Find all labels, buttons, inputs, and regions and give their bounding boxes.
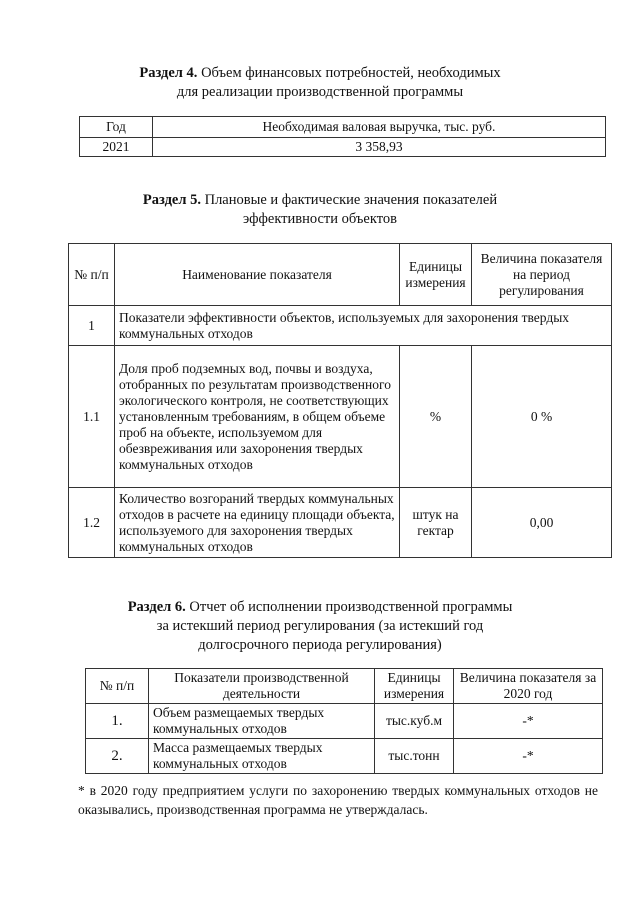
cell: % xyxy=(400,346,472,488)
table-row xyxy=(86,704,603,739)
section5-title xyxy=(0,191,640,229)
header-cell: Величина показателя на период регулирования xyxy=(472,244,612,306)
section-label: Раздел 5. xyxy=(142,192,201,208)
table-row xyxy=(80,138,606,157)
cell: Объем размещаемых твердых коммунальных отходов xyxy=(149,704,375,739)
cell: штук на гектар xyxy=(400,488,472,558)
cell: -* xyxy=(454,739,603,774)
table-header-row xyxy=(86,669,603,704)
cell: -* xyxy=(454,704,603,739)
title-line: эффективности объектов xyxy=(243,211,397,227)
table-group-row xyxy=(69,306,612,346)
header-cell: Год xyxy=(80,117,153,138)
cell: 1. xyxy=(86,704,149,739)
section-label: Раздел 6. xyxy=(127,599,186,615)
section6-title xyxy=(0,598,640,655)
section-label: Раздел 4. xyxy=(139,65,198,81)
header-cell: Единицы измерения xyxy=(400,244,472,306)
table-row xyxy=(69,346,612,488)
cell: Количество возгораний твердых коммунальных отходов в расчете на единицу площади объекта, используемого для захоронения твердых коммунальных отходов xyxy=(115,488,400,558)
title-line: долгосрочного периода регулирования) xyxy=(198,637,442,653)
header-cell: Показатели производственной деятельности xyxy=(149,669,375,704)
table-header-row xyxy=(69,244,612,306)
financial-needs-table xyxy=(79,116,606,157)
header-cell: № п/п xyxy=(69,244,115,306)
cell: 0 % xyxy=(472,346,612,488)
title-line: за истекший период регулирования (за истекший год xyxy=(156,618,484,634)
cell: тыс.куб.м xyxy=(375,704,454,739)
cell: 2. xyxy=(86,739,149,774)
title-line: Отчет об исполнении производственной программы xyxy=(189,599,513,615)
header-cell: № п/п xyxy=(86,669,149,704)
title-line: Объем финансовых потребностей, необходимых xyxy=(201,65,501,81)
header-cell: Единицы измерения xyxy=(375,669,454,704)
header-cell: Величина показателя за 2020 год xyxy=(454,669,603,704)
section4-title xyxy=(0,64,640,102)
title-line: Плановые и фактические значения показателей xyxy=(204,192,498,208)
table-header-row xyxy=(80,117,606,138)
footnote: * в 2020 году предприятием услуги по захоронению твердых коммунальных отходов не оказывались, производственная программа не утверждалась. xyxy=(78,783,598,817)
cell: Доля проб подземных вод, почвы и воздуха, отобранных по результатам производственного экологического контроля, не соответствующих установленным требованиям, в общем объеме проб на объекте, используемом для обезвреживания или захоронения твердых коммунальных отходов xyxy=(115,346,400,488)
efficiency-table xyxy=(68,243,612,558)
program-report-table xyxy=(85,668,603,774)
cell: 3 358,93 xyxy=(153,138,606,157)
table-row xyxy=(69,488,612,558)
table-row xyxy=(86,739,603,774)
cell: Масса размещаемых твердых коммунальных отходов xyxy=(149,739,375,774)
cell: 1 xyxy=(69,306,115,346)
header-cell: Наименование показателя xyxy=(115,244,400,306)
title-line: для реализации производственной программы xyxy=(176,84,464,100)
cell: тыс.тонн xyxy=(375,739,454,774)
cell: 2021 xyxy=(80,138,153,157)
cell: 0,00 xyxy=(472,488,612,558)
cell: Показатели эффективности объектов, используемых для захоронения твердых коммунальных отходов xyxy=(115,306,612,346)
cell: 1.2 xyxy=(69,488,115,558)
header-cell: Необходимая валовая выручка, тыс. руб. xyxy=(153,117,606,138)
cell: 1.1 xyxy=(69,346,115,488)
